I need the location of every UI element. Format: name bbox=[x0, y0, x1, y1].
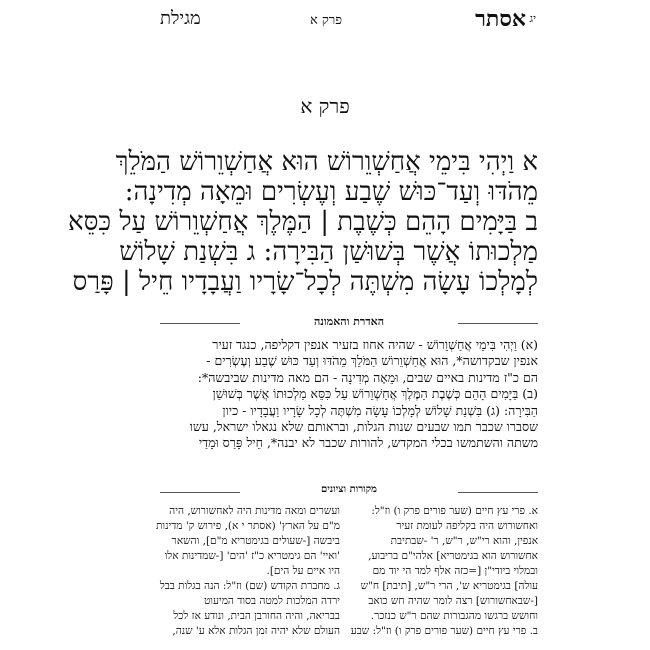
header-megillah: מגילת bbox=[160, 8, 201, 29]
commentary-line: שסברו שכבר תמו שבעים שנות הגלות, ובראותם שלא נגאלו ישראל, עשו bbox=[189, 419, 538, 435]
main-text-line: א וַיְהִי בִּימֵי אֲחַשְׁוֵרוֹשׁ הוּא אֲחַשְׁוֵרוֹשׁ הַמֹּלֵךְ bbox=[115, 147, 538, 177]
sources-right-column bbox=[350, 504, 538, 639]
source-line: ירדה המלכות למטה בסוד המיעוט bbox=[203, 595, 340, 607]
commentary-line: (א) וַיְהִי בִּימֵי אֲחַשְׁוֵרוֹשׁ - שהיה אחוז בזעיר אנפין דקליפה, כנגד זעיר bbox=[212, 337, 538, 352]
sources-title: מקורות וציונים bbox=[321, 484, 377, 495]
sources-heading bbox=[160, 484, 538, 500]
source-line: ואחשורוש היה בקליפה לעומת זעיר bbox=[396, 520, 538, 532]
source-line: וחושש ברגשו מהגבורות שהם ר"ש כנזכר. bbox=[370, 610, 538, 622]
source-line: ביבשה [-שעולים בגימטריא מ"ם], והשאר bbox=[171, 535, 340, 547]
source-line: 'ואיי' הם גימטריא כ"ז 'הים' [-שמדינות אלו bbox=[164, 550, 340, 562]
page-number: יג bbox=[529, 12, 536, 25]
chapter-title: פרק א bbox=[300, 94, 350, 118]
source-line: אנפין, והוא רי"ש, ר"ש, ר' -שבתיבת bbox=[390, 535, 538, 547]
main-text-line: מֵהֹדּוּ וְעַד־כּוּשׁ שֶׁבַע וְעֶשְׂרִים וּמֵאָה מְדִינָה: bbox=[124, 177, 538, 207]
commentary-heading bbox=[160, 315, 538, 331]
heading-rule bbox=[160, 323, 240, 324]
source-line: ב. פרי עץ חיים (שער פורים פרק ו) וז"ל: שבע bbox=[350, 625, 538, 637]
main-text-line: מַלְכוּתוֹ אֲשֶׁר בְּשׁוּשַׁן הַבִּירָה: ג בִּשְׁנַת שָׁלוֹשׁ bbox=[119, 237, 538, 267]
source-line: עולה] בגימטריא ש', הרי ר"ש, [תיבת] ח"ש bbox=[360, 580, 538, 592]
main-text bbox=[67, 147, 538, 297]
source-line: היו איים על הים]. bbox=[266, 565, 340, 577]
commentary-text bbox=[160, 337, 538, 452]
commentary-line: הַבִּירָה: (ג) בִּשְׁנַת שָׁלוֹשׁ לְמָלְכוֹ עָשָׂה מִשְׁתֶּה לְכָל שָׂרָיו וַעֲבָדָיו - כיון bbox=[222, 402, 538, 418]
commentary-line: משתה והשתמשו בכלי המקדש, להורות שכבר לא יבנה*, חֵיל פָּרַס וּמָדַי bbox=[198, 435, 538, 451]
source-line: [-שבאחשורוש] רצה לומר שהיה חש כואב bbox=[368, 595, 538, 607]
source-line: ועשרים ומאה מדינות היה לאחשורוש, היה bbox=[169, 505, 340, 517]
sources-left-column bbox=[155, 504, 340, 639]
source-line: העולם שלא יהיה זמן הגלות אלא ע' שנה, bbox=[172, 625, 340, 637]
source-line: מ"ם על הארץ' (אסתר י א), פירוש ק' מדינות bbox=[155, 520, 340, 532]
commentary-line: אנפין שבקדושה*, הוּא אֲחַשְׁוֵרוֹשׁ הַמֹּלֵךְ מֵהֹדּוּ וְעַד כּוּשׁ שֶׁבַע וְעֶשְׂרִים - bbox=[206, 353, 538, 369]
header-book-title: אסתר bbox=[475, 6, 526, 32]
main-text-line: לְמָלְכוֹ עָשָׂה מִשְׁתֶּה לְכָל־שָׂרָיו וַעֲבָדָיו חֵיל | פָּרַס bbox=[72, 267, 538, 297]
header-chapter: פרק א bbox=[310, 13, 343, 28]
source-line: א. פרי עץ חיים (שער פורים פרק ו) וז"ל: bbox=[371, 505, 538, 517]
source-line: בבריאה, והיה החורבן הבית, ונודע אז לכל bbox=[173, 610, 340, 622]
source-line: ג. מחברת הקודש (שם) וז"ל: הנה בגלות בבל bbox=[159, 580, 340, 592]
commentary-line: הם כ"ז מדינות באיים שבים, וּמֵאָה מְדִינָה - הם מאה מדינות שביבשה*: bbox=[197, 369, 538, 385]
main-text-line: ב בַּיָּמִים הָהֵם כְּשֶׁבֶת | הַמֶּלֶךְ אֲחַשְׁוֵרוֹשׁ עַל כִּסֵּא bbox=[67, 207, 538, 237]
sources-columns bbox=[155, 504, 538, 650]
heading-rule bbox=[160, 492, 240, 493]
running-header bbox=[160, 4, 536, 30]
commentary-line: (ב) בַּיָּמִים הָהֵם כְּשֶׁבֶת הַמֶּלֶךְ אֲחַשְׁוֵרוֹשׁ עַל כִּסֵּא מַלְכוּתוֹ אֲשֶׁר בְּשׁוּשַׁן bbox=[212, 386, 538, 402]
source-line: אחשורוש הוא בגימטריא] אלהי"ם בריבוע, bbox=[368, 550, 538, 562]
commentary-title: האדרת והאמונה bbox=[313, 315, 385, 328]
source-line: ובמלוי ביודי"ן [=כזה אלף למד הי יוד מם bbox=[372, 565, 538, 577]
